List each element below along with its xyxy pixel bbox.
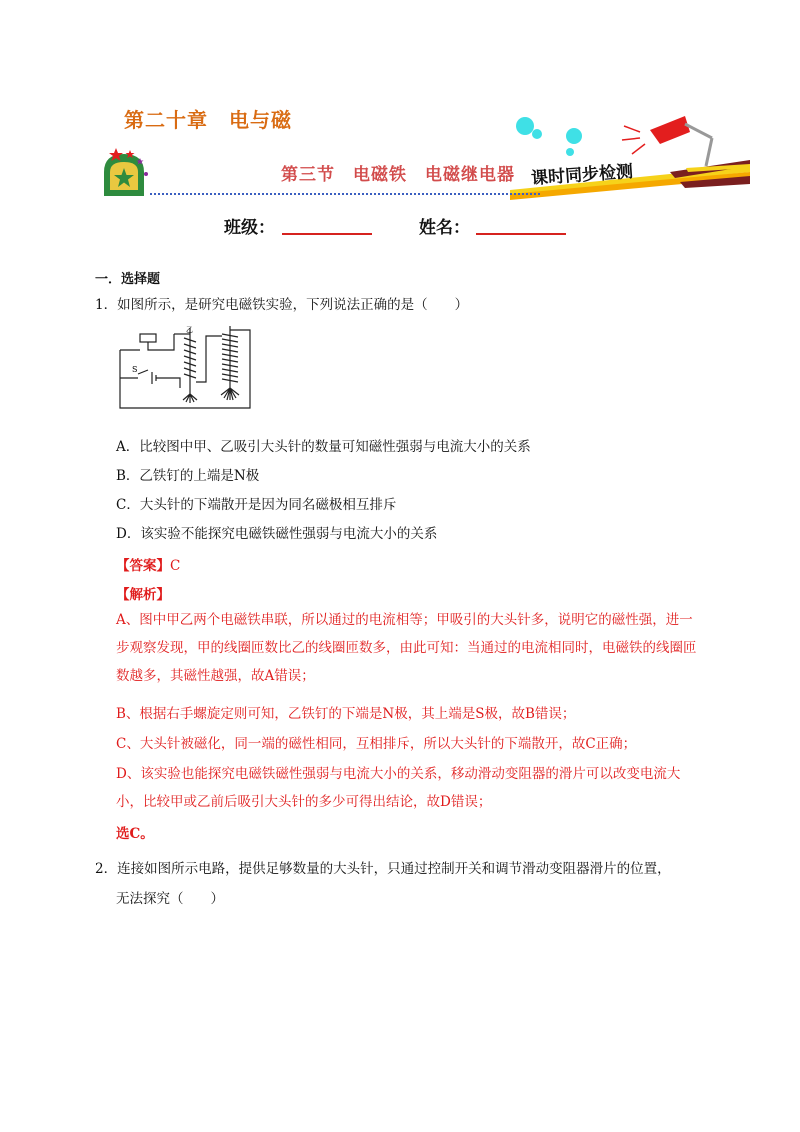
class-label: 班级：: [224, 218, 275, 238]
analysis-paragraph-a: A、图中甲乙两个电磁铁串联，所以通过的电流相等；甲吸引的大头针多，说明它的磁性强，进一步观察发现，甲的线圈匝数比乙的线圈匝数多，由此可知：当通过的电流相同时，电磁铁的线圈匝数越多，其磁性越强，故A错误；: [116, 612, 697, 684]
section-title: 第三节 电磁铁 电磁继电器: [281, 165, 515, 185]
chapter-title: 第二十章 电与磁: [124, 108, 292, 132]
desk-lamp-icon: [622, 116, 712, 166]
q1-option-d[interactable]: D．该实验不能探究电磁铁磁性强弱与电流大小的关系: [116, 526, 438, 542]
question-2-stem-line2: 无法探究（ ）: [116, 891, 224, 907]
class-blank: [282, 233, 372, 235]
nail-yi-label: 乙: [186, 326, 193, 334]
name-label: 姓名：: [419, 218, 470, 238]
answer-label: 【答案】: [116, 558, 170, 574]
question-2-stem-line1: 2．连接如图所示电路，提供足够数量的大头针，只通过控制开关和调节滑动变阻器滑片的位置，: [95, 861, 671, 877]
conclusion: 选C。: [116, 826, 154, 842]
badge-text: 课时同步检测: [530, 161, 634, 189]
analysis-paragraph-d: D、该实验也能探究电磁铁磁性强弱与电流大小的关系，移动滑动变阻器的滑片可以改变电流大小，比较甲或乙前后吸引大头针的多少可得出结论，故D错误；: [116, 766, 681, 810]
bubble-icon: [516, 117, 534, 135]
q1-answer: [116, 554, 180, 574]
switch-label: S: [132, 365, 138, 374]
analysis-paragraph-c: C、大头针被磁化，同一端的磁性相同，互相排斥，所以大头针的下端散开，故C正确；: [116, 736, 637, 752]
q1-option-c[interactable]: C．大头针的下端散开是因为同名磁极相互排斥: [116, 497, 397, 513]
analysis-label: 【解析】: [116, 587, 170, 603]
q1-option-b[interactable]: B．乙铁钉的上端是N极: [116, 468, 260, 484]
electromagnet-circuit-figure: [112, 322, 262, 414]
q1-option-a[interactable]: A．比较图中甲、乙吸引大头针的数量可知磁性强弱与电流大小的关系: [116, 439, 531, 455]
star-emblem-icon: [104, 148, 148, 196]
answer-value: C: [170, 558, 181, 574]
section-heading: 一．选择题: [95, 272, 161, 287]
question-1-stem: 1．如图所示，是研究电磁铁实验，下列说法正确的是（ ）: [95, 297, 469, 313]
analysis-paragraph-b: B、根据右手螺旋定则可知，乙铁钉的下端是N极，其上端是S极，故B错误；: [116, 706, 576, 722]
name-blank: [476, 233, 566, 235]
